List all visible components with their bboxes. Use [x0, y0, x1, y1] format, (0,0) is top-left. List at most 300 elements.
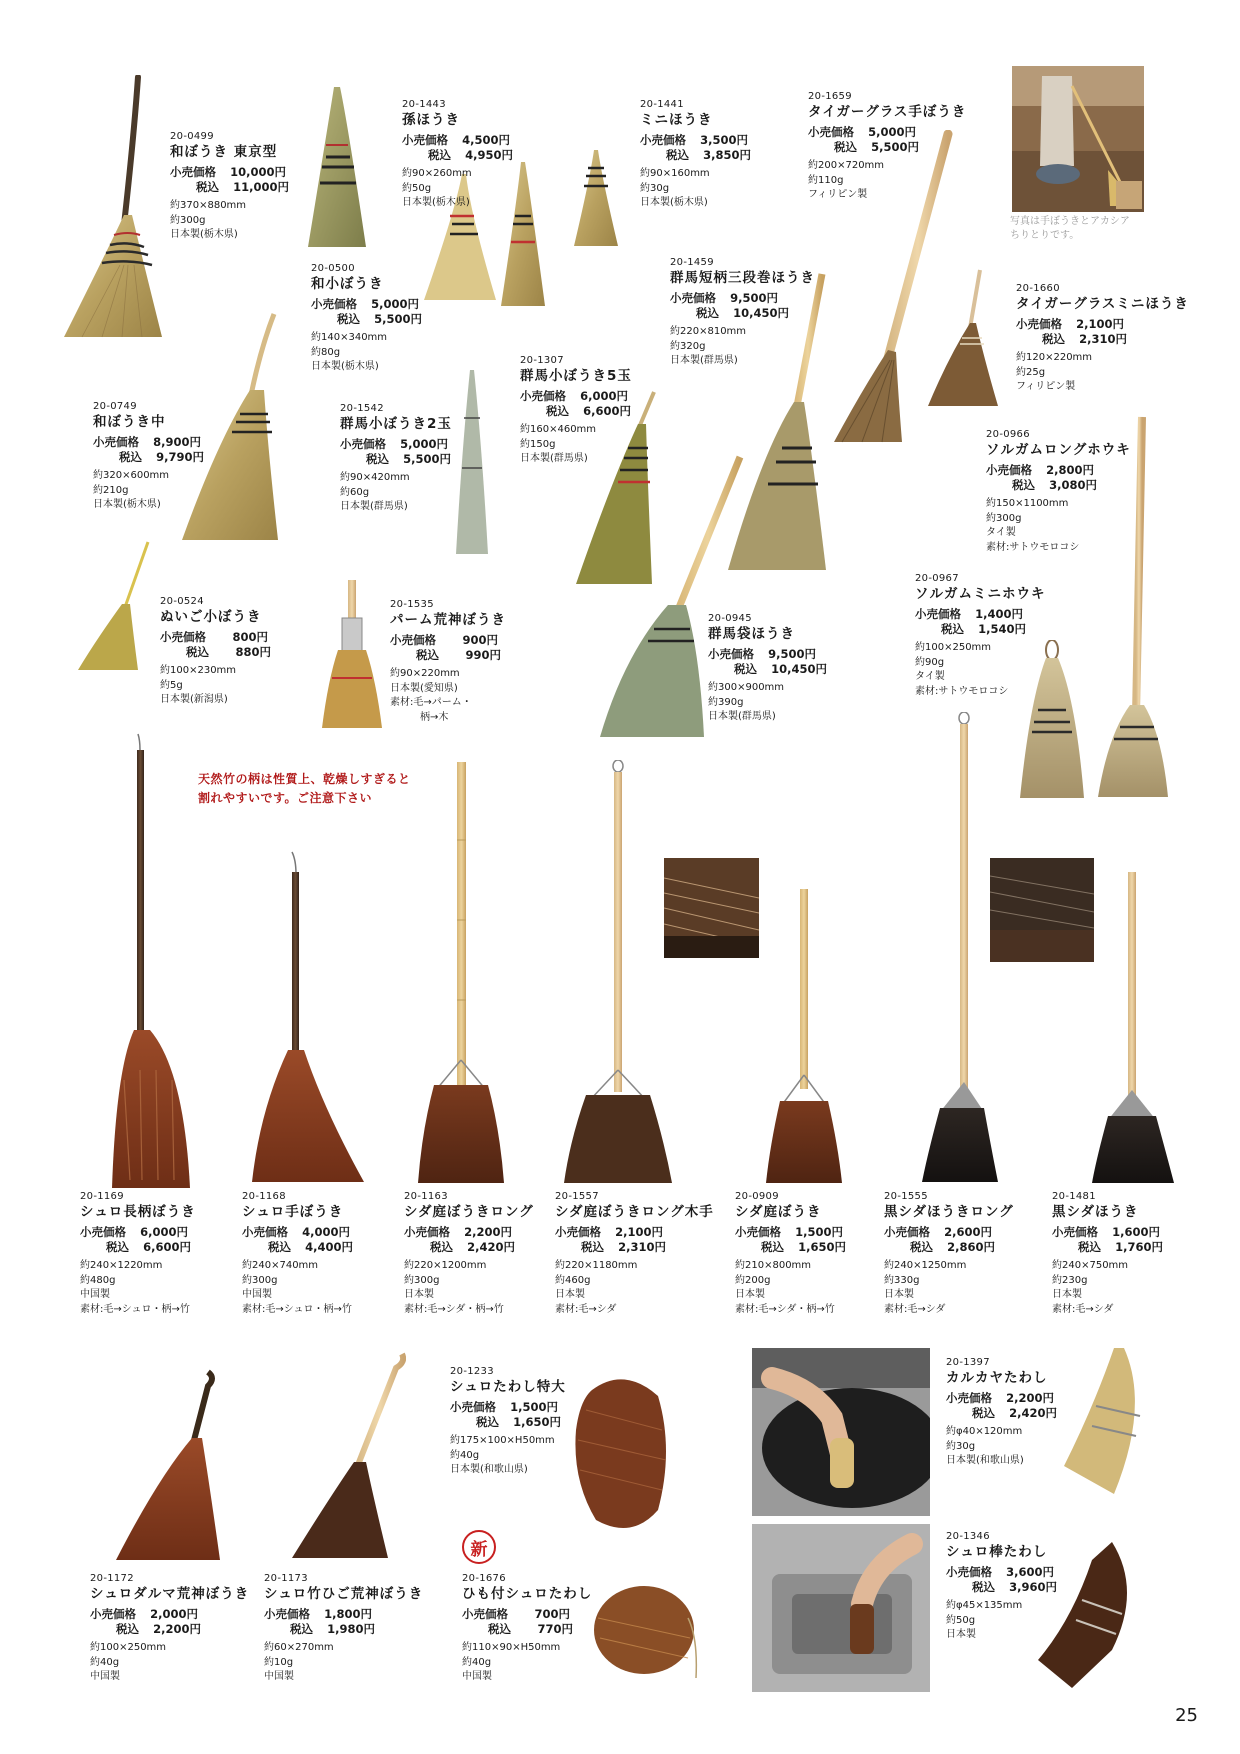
retail-price: 2,100円 [615, 1225, 663, 1239]
product-20-1555 [884, 1190, 1014, 1317]
product-20-0966 [986, 428, 1131, 555]
tax-price-row [1016, 332, 1189, 347]
tax-price-label: 税込 [268, 1240, 291, 1255]
product-name: 群馬小ぼうき5玉 [520, 368, 632, 385]
tax-price-label: 税込 [972, 1580, 995, 1595]
product-code: 20-1169 [80, 1191, 124, 1202]
retail-price-row [160, 630, 271, 645]
product-code: 20-1346 [946, 1531, 990, 1542]
retail-price-label: 小売価格 [1052, 1225, 1098, 1239]
spec-origin: 日本製 [735, 1289, 765, 1301]
tax-price: 5,500円 [871, 140, 919, 155]
retail-price: 9,500円 [768, 647, 816, 661]
retail-price-label: 小売価格 [170, 165, 216, 179]
tax-price-row [884, 1240, 1014, 1255]
product-specs [946, 1599, 1057, 1643]
bamboo-handle-caution-note [198, 770, 411, 808]
retail-price-label: 小売価格 [242, 1225, 288, 1239]
product-code: 20-1168 [242, 1191, 286, 1202]
spec-material: 素材:毛→シダ [884, 1303, 946, 1315]
tax-price: 2,310円 [1079, 332, 1127, 347]
tax-price-row [450, 1415, 566, 1430]
spec-weight: 約5g [160, 679, 183, 691]
spec-origin: 日本製(群馬県) [340, 501, 408, 513]
retail-price: 6,000円 [580, 389, 628, 403]
broom-1168-image [250, 850, 366, 1184]
tax-price-label: 税込 [366, 452, 389, 467]
spec-origin: 日本製(愛知県) [390, 682, 458, 694]
product-code: 20-1307 [520, 355, 564, 366]
spec-weight: 約390g [708, 696, 744, 708]
retail-price-label: 小売価格 [404, 1225, 450, 1239]
retail-price-row [264, 1607, 423, 1622]
retail-price: 1,600円 [1112, 1225, 1160, 1239]
tax-price-label: 税込 [696, 306, 719, 321]
retail-price-row [946, 1565, 1057, 1580]
spec-origin: 日本製(和歌山県) [946, 1455, 1024, 1467]
product-name: パーム荒神ぼうき [390, 612, 506, 629]
retail-price: 1,500円 [510, 1400, 558, 1414]
spec-weight: 約300g [404, 1274, 440, 1286]
tax-price: 2,200円 [153, 1622, 201, 1637]
spec-weight: 約40g [90, 1656, 120, 1668]
product-20-0749 [93, 400, 204, 513]
spec-weight: 約110g [808, 174, 844, 186]
broom-1443-image [304, 85, 370, 250]
retail-price: 2,200円 [464, 1225, 512, 1239]
product-code: 20-1173 [264, 1573, 308, 1584]
tax-price-label: 税込 [337, 312, 360, 327]
retail-price-row [708, 647, 827, 662]
tax-price-label: 税込 [834, 140, 857, 155]
tax-price: 4,950円 [465, 148, 513, 163]
spec-origin: 日本製(栃木県) [170, 229, 238, 241]
tax-price-label: 税込 [488, 1622, 511, 1637]
spec-weight: 約90g [915, 656, 945, 668]
spec-weight: 約460g [555, 1274, 591, 1286]
product-code: 20-0524 [160, 596, 204, 607]
retail-price-label: 小売価格 [402, 133, 448, 147]
tax-price-row [160, 645, 271, 660]
retail-price: 700円 [534, 1607, 570, 1621]
product-specs [93, 469, 204, 513]
retail-price: 8,900円 [153, 435, 201, 449]
product-name: シダ庭ぼうき [735, 1204, 822, 1221]
spec-weight: 約200g [735, 1274, 771, 1286]
retail-price-label: 小売価格 [708, 647, 754, 661]
tax-price-row [1052, 1240, 1163, 1255]
retail-price-label: 小売価格 [80, 1225, 126, 1239]
tax-price: 3,850円 [703, 148, 751, 163]
product-name: ミニほうき [640, 112, 713, 129]
product-name: 和ぼうき 東京型 [170, 144, 278, 161]
retail-price-row [402, 133, 513, 148]
product-specs [80, 1259, 196, 1317]
spec-weight: 約40g [450, 1449, 480, 1461]
product-name: 黒シダほうき [1052, 1204, 1139, 1221]
retail-price-row [1052, 1225, 1163, 1240]
spec-origin: 日本製(群馬県) [670, 355, 738, 367]
tax-price-row [462, 1622, 592, 1637]
product-specs [640, 167, 751, 211]
spec-origin: タイ製 [915, 671, 945, 683]
spec-size: 約90×220mm [390, 668, 460, 680]
spec-size: 約240×750mm [1052, 1260, 1129, 1272]
retail-price-row [986, 463, 1131, 478]
spec-weight: 約80g [311, 346, 341, 358]
broom-1169-image [110, 730, 192, 1190]
broom-1557-image [560, 760, 676, 1185]
retail-price-label: 小売価格 [160, 630, 206, 644]
spec-material: 素材:サトウモロコシ [915, 685, 1009, 697]
product-specs [708, 681, 827, 725]
spec-size: 約90×420mm [340, 472, 410, 484]
product-20-1346 [946, 1530, 1057, 1643]
spec-material: 素材:毛→シダ [1052, 1303, 1114, 1315]
retail-price-label: 小売価格 [90, 1607, 136, 1621]
product-specs [90, 1641, 249, 1685]
spec-origin: 日本製(栃木県) [311, 361, 379, 373]
retail-price-label: 小売価格 [808, 125, 854, 139]
product-20-1459 [670, 256, 815, 369]
product-20-1542 [340, 402, 452, 515]
spec-origin: 日本製 [1052, 1289, 1082, 1301]
spec-weight: 約300g [986, 512, 1022, 524]
tax-price: 6,600円 [143, 1240, 191, 1255]
broom-1481-image [1090, 870, 1176, 1185]
spec-weight: 約25g [1016, 366, 1046, 378]
retail-price: 800円 [232, 630, 268, 644]
retail-price: 2,100円 [1076, 317, 1124, 331]
tax-price-label: 税込 [196, 180, 219, 195]
tax-price-label: 税込 [290, 1622, 313, 1637]
product-20-0967 [915, 572, 1046, 699]
tax-price-label: 税込 [1042, 332, 1065, 347]
tax-price-row [986, 478, 1131, 493]
spec-size: 約100×230mm [160, 665, 237, 677]
tax-price: 990円 [465, 648, 501, 663]
tax-price-label: 税込 [941, 622, 964, 637]
spec-weight: 約30g [946, 1440, 976, 1452]
retail-price-label: 小売価格 [946, 1565, 992, 1579]
spec-size: 約210×800mm [735, 1260, 812, 1272]
product-name: シュロ棒たわし [946, 1544, 1048, 1561]
spec-origin: 日本製(和歌山県) [450, 1464, 528, 1476]
tax-price: 2,420円 [467, 1240, 515, 1255]
tax-price: 6,600円 [583, 404, 631, 419]
broom-1660-image [926, 268, 1002, 408]
product-20-1659 [808, 90, 966, 203]
retail-price: 1,800円 [324, 1607, 372, 1621]
product-name: ぬいご小ぼうき [160, 609, 262, 626]
product-code: 20-1172 [90, 1573, 134, 1584]
broom-1163-image [416, 760, 506, 1185]
spec-weight: 約60g [340, 486, 370, 498]
retail-price: 6,000円 [140, 1225, 188, 1239]
tax-price: 2,310円 [618, 1240, 666, 1255]
retail-price: 5,000円 [868, 125, 916, 139]
spec-size: 約φ40×120mm [946, 1426, 1023, 1438]
broom-1535-image [320, 580, 384, 730]
retail-price: 4,000円 [302, 1225, 350, 1239]
spec-size: 約240×740mm [242, 1260, 319, 1272]
tax-price-row [311, 312, 422, 327]
retail-price-row [80, 1225, 196, 1240]
spec-origin: 日本製(新潟県) [160, 694, 228, 706]
product-name: シュロ手ぼうき [242, 1204, 344, 1221]
spec-origin: タイ製 [986, 527, 1016, 539]
spec-size: 約100×250mm [915, 642, 992, 654]
product-code: 20-1163 [404, 1191, 448, 1202]
spec-weight: 約480g [80, 1274, 116, 1286]
product-specs [404, 1259, 534, 1317]
spec-weight: 約320g [670, 340, 706, 352]
product-specs [808, 159, 966, 203]
product-specs [735, 1259, 846, 1317]
broom-1172-image [112, 1368, 224, 1563]
tax-price-label: 税込 [430, 1240, 453, 1255]
spec-size: 約100×250mm [90, 1642, 167, 1654]
tawashi-1233-image [562, 1370, 672, 1540]
product-specs [986, 497, 1131, 555]
spec-material: 素材:毛→シダ [555, 1303, 617, 1315]
page-number: 25 [1175, 1705, 1198, 1726]
product-20-1660 [1016, 282, 1189, 395]
product-name: 群馬小ぼうき2玉 [340, 416, 452, 433]
retail-price: 2,000円 [150, 1607, 198, 1621]
retail-price-label: 小売価格 [264, 1607, 310, 1621]
spec-size: 約110×90×H50mm [462, 1642, 561, 1654]
retail-price-label: 小売価格 [390, 633, 436, 647]
tax-price-row [402, 148, 513, 163]
product-specs [462, 1641, 592, 1685]
retail-price-label: 小売価格 [884, 1225, 930, 1239]
product-code: 20-0966 [986, 429, 1030, 440]
broom-0909-image [764, 885, 844, 1185]
caption-line-1: 写真は手ぼうきとアカシア [1010, 216, 1130, 227]
tax-price-label: 税込 [476, 1415, 499, 1430]
product-20-0500 [311, 262, 422, 375]
product-20-1676 [462, 1572, 592, 1685]
tax-price-row [90, 1622, 249, 1637]
tax-price-row [242, 1240, 353, 1255]
product-specs [670, 325, 815, 369]
caution-line-2: 割れやすいです。ご注意下さい [198, 791, 373, 806]
spec-weight: 約50g [402, 182, 432, 194]
product-code: 20-1233 [450, 1366, 494, 1377]
spec-weight: 約40g [462, 1656, 492, 1668]
spec-size: 約φ45×135mm [946, 1600, 1023, 1612]
tax-price: 10,450円 [733, 306, 789, 321]
retail-price: 9,500円 [730, 291, 778, 305]
spec-size: 約175×100×H50mm [450, 1435, 555, 1447]
tax-price-row [264, 1622, 423, 1637]
retail-price-label: 小売価格 [915, 607, 961, 621]
tax-price-row [735, 1240, 846, 1255]
product-name: タイガーグラス手ぼうき [808, 104, 967, 121]
product-code: 20-1441 [640, 99, 684, 110]
spec-material: 素材:サトウモロコシ [986, 541, 1080, 553]
retail-price-row [915, 607, 1046, 622]
spec-material: 素材:毛→シダ・柄→竹 [735, 1303, 835, 1315]
retail-price-label: 小売価格 [986, 463, 1032, 477]
spec-origin: 日本製 [404, 1289, 434, 1301]
product-code: 20-0945 [708, 613, 752, 624]
product-code: 20-0499 [170, 131, 214, 142]
spec-origin: 日本製 [946, 1629, 976, 1641]
product-specs [915, 641, 1046, 699]
product-20-1172 [90, 1572, 249, 1685]
spec-origin: 日本製(群馬県) [708, 711, 776, 723]
product-specs [1016, 351, 1189, 395]
product-specs [160, 664, 271, 708]
tax-price-label: 税込 [581, 1240, 604, 1255]
product-20-0524 [160, 595, 271, 708]
spec-size: 約90×260mm [402, 168, 472, 180]
broom-1173-image [288, 1350, 406, 1560]
spec-origin: 中国製 [242, 1289, 272, 1301]
product-20-1307 [520, 354, 632, 467]
product-name: シュロ長柄ぼうき [80, 1204, 196, 1221]
product-specs [946, 1425, 1057, 1469]
spec-weight: 約30g [640, 182, 670, 194]
retail-price-row [90, 1607, 249, 1622]
product-name: ソルガムミニホウキ [915, 586, 1046, 603]
retail-price-row [640, 133, 751, 148]
retail-price-label: 小売価格 [520, 389, 566, 403]
product-code: 20-0967 [915, 573, 959, 584]
spec-weight: 約210g [93, 484, 129, 496]
spec-size: 約220×810mm [670, 326, 747, 338]
broom-1555-image [920, 712, 1000, 1184]
tax-price-row [340, 452, 452, 467]
spec-size: 約370×880mm [170, 200, 247, 212]
retail-price-label: 小売価格 [462, 1607, 508, 1621]
retail-price-row [390, 633, 506, 648]
retail-price-row [555, 1225, 714, 1240]
spec-size: 約240×1250mm [884, 1260, 967, 1272]
tax-price-row [915, 622, 1046, 637]
tax-price: 1,650円 [798, 1240, 846, 1255]
tax-price: 10,450円 [771, 662, 827, 677]
retail-price-label: 小売価格 [735, 1225, 781, 1239]
tax-price-label: 税込 [116, 1622, 139, 1637]
retail-price: 3,600円 [1006, 1565, 1054, 1579]
product-name: 黒シダほうきロング [884, 1204, 1014, 1221]
spec-material: 素材:毛→パーム・ [390, 697, 472, 709]
product-specs [340, 471, 452, 515]
broom-0524-image [76, 540, 154, 672]
retail-price-row [808, 125, 966, 140]
product-code: 20-0909 [735, 1191, 779, 1202]
spec-origin: 日本製(栃木県) [93, 499, 161, 511]
retail-price-row [93, 435, 204, 450]
retail-price-row [170, 165, 289, 180]
fern-closeup-photo [664, 858, 759, 958]
spec-weight: 約50g [946, 1614, 976, 1626]
product-name: シダ庭ぼうきロング木手 [555, 1204, 714, 1221]
spec-weight: 約230g [1052, 1274, 1088, 1286]
tax-price-row [708, 662, 827, 677]
product-20-1169 [80, 1190, 196, 1317]
tax-price: 2,860円 [947, 1240, 995, 1255]
product-name: シュロ竹ひご荒神ぼうき [264, 1586, 424, 1603]
retail-price: 2,800円 [1046, 463, 1094, 477]
product-name: 和小ぼうき [311, 276, 384, 293]
tax-price-label: 税込 [546, 404, 569, 419]
spec-size: 約220×1200mm [404, 1260, 487, 1272]
spec-size: 約320×600mm [93, 470, 170, 482]
product-code: 20-1542 [340, 403, 384, 414]
retail-price-row [311, 297, 422, 312]
product-20-1441 [640, 98, 751, 211]
retail-price-row [404, 1225, 534, 1240]
product-20-1173 [264, 1572, 423, 1685]
tax-price-label: 税込 [416, 648, 439, 663]
tax-price-label: 税込 [1078, 1240, 1101, 1255]
product-specs [520, 423, 632, 467]
retail-price-label: 小売価格 [93, 435, 139, 449]
product-name: シュロたわし特大 [450, 1379, 566, 1396]
tax-price-row [808, 140, 966, 155]
retail-price-row [670, 291, 815, 306]
tax-price: 5,500円 [403, 452, 451, 467]
broom-1441-alt-image [570, 148, 622, 248]
tax-price: 770円 [537, 1622, 573, 1637]
product-specs [402, 167, 513, 211]
spec-origin: 中国製 [90, 1671, 120, 1683]
product-code: 20-1481 [1052, 1191, 1096, 1202]
tax-price-row [640, 148, 751, 163]
tax-price-row [80, 1240, 196, 1255]
spec-size: 約160×460mm [520, 424, 597, 436]
product-20-1481 [1052, 1190, 1163, 1317]
spec-size: 約140×340mm [311, 332, 388, 344]
tax-price-row [93, 450, 204, 465]
spec-origin: 中国製 [264, 1671, 294, 1683]
tawashi-1676-image [588, 1578, 700, 1680]
spec-size: 約120×220mm [1016, 352, 1093, 364]
tax-price: 880円 [235, 645, 271, 660]
product-name: ソルガムロングホウキ [986, 442, 1131, 459]
retail-price-label: 小売価格 [450, 1400, 496, 1414]
product-20-1443 [402, 98, 513, 211]
broom-1542-image [452, 368, 492, 556]
product-20-0499 [170, 130, 289, 243]
retail-price: 5,000円 [371, 297, 419, 311]
tawashi-1397-image [1054, 1346, 1170, 1496]
spec-weight: 約10g [264, 1656, 294, 1668]
product-specs [555, 1259, 714, 1317]
product-20-1397 [946, 1356, 1057, 1469]
tax-price-label: 税込 [761, 1240, 784, 1255]
product-name: タイガーグラスミニほうき [1016, 296, 1189, 313]
product-code: 20-1676 [462, 1573, 506, 1584]
product-code: 20-1459 [670, 257, 714, 268]
product-specs [264, 1641, 423, 1685]
retail-price-label: 小売価格 [340, 437, 386, 451]
spec-origin: 中国製 [462, 1671, 492, 1683]
tax-price-label: 税込 [186, 645, 209, 660]
product-name: 和ぼうき中 [93, 414, 166, 431]
tax-price: 1,980円 [327, 1622, 375, 1637]
spec-size: 約90×160mm [640, 168, 710, 180]
tax-price-label: 税込 [428, 148, 451, 163]
retail-price: 1,500円 [795, 1225, 843, 1239]
product-name: 群馬短柄三段巻ほうき [670, 270, 815, 287]
product-name: カルカヤたわし [946, 1370, 1048, 1387]
caption-line-2: ちりとりです。 [1010, 230, 1080, 241]
